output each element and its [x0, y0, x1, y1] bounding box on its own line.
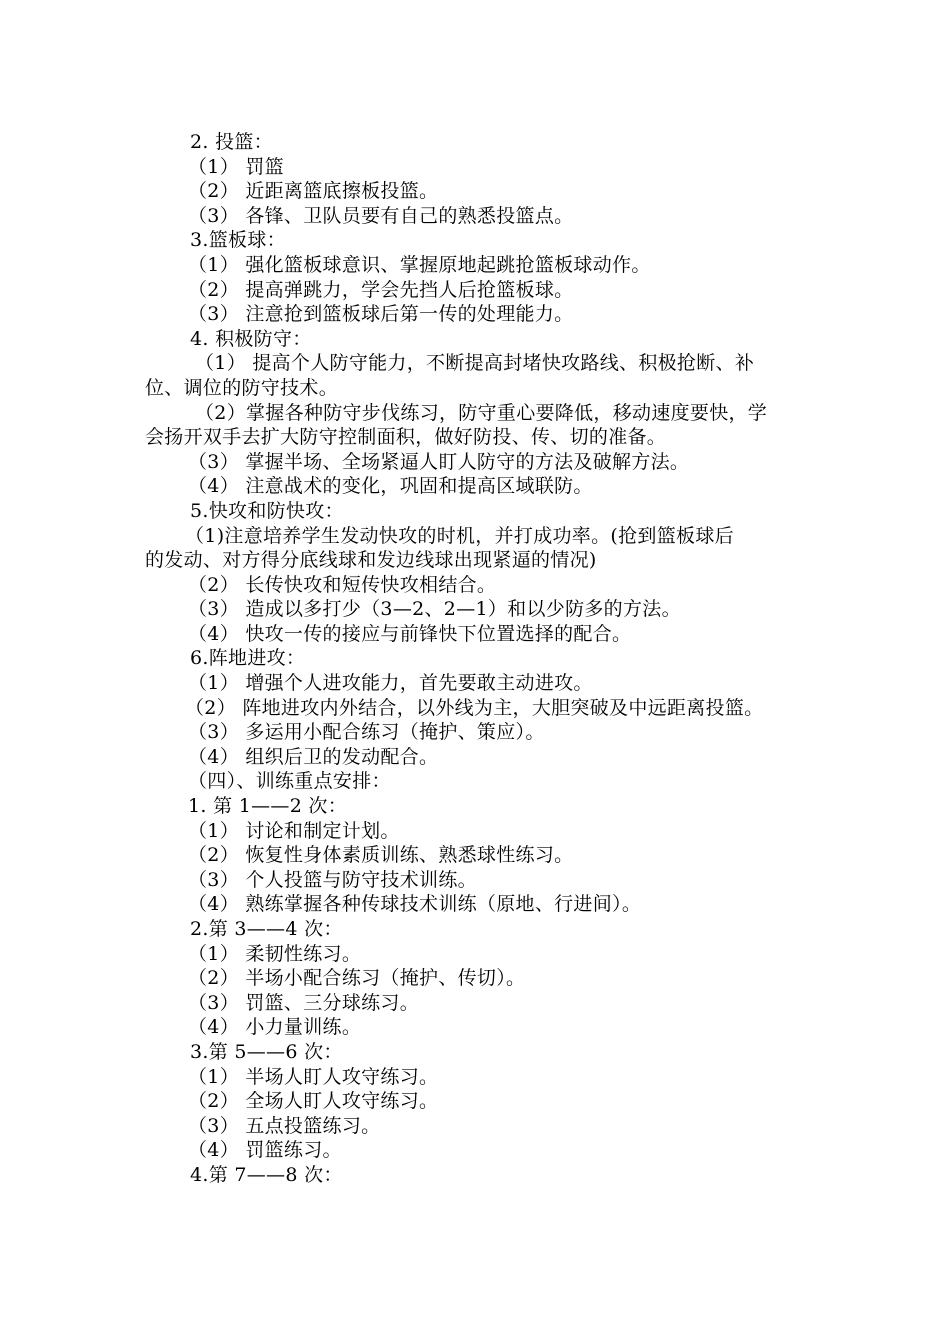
list-item: （4） 组织后卫的发动配合。 [188, 745, 439, 768]
list-item: （3） 多运用小配合练习（掩护、策应）。 [188, 721, 545, 744]
paragraph-line: 的发动、对方得分底线球和发边线球出现紧逼的情况) [145, 549, 597, 572]
list-item: （3） 各锋、卫队员要有自己的熟悉投篮点。 [188, 204, 574, 227]
paragraph-line: （1)注意培养学生发动快攻的时机，并打成功率。(抢到篮板球后 [185, 524, 734, 547]
list-item: （3） 罚篮、三分球练习。 [188, 991, 420, 1014]
paragraph-line: （2）掌握各种防守步伐练习，防守重心要降低，移动速度要快，学 [195, 401, 768, 424]
list-item: （3） 注意抢到篮板球后第一传的处理能力。 [188, 303, 574, 326]
paragraph-line: 位、调位的防守技术。 [145, 376, 339, 399]
list-item: （3） 造成以多打少（3—2、2—1）和以少防多的方法。 [188, 598, 681, 621]
list-item: （2） 近距离篮底擦板投篮。 [188, 180, 439, 203]
list-item: （4） 快攻一传的接应与前锋快下位置选择的配合。 [188, 622, 632, 645]
session-heading: 4.第 7——8 次： [190, 1163, 343, 1186]
list-item: （1） 半场人盯人攻守练习。 [188, 1065, 439, 1088]
session-heading: 3.第 5——6 次： [190, 1040, 343, 1063]
section-heading-rebound: 3.篮板球： [190, 229, 286, 252]
list-item: （3） 个人投篮与防守技术训练。 [188, 868, 477, 891]
list-item: （4） 罚篮练习。 [188, 1139, 342, 1162]
section-heading-shooting: 2. 投篮： [190, 131, 273, 153]
list-item: （3） 五点投篮练习。 [188, 1114, 381, 1137]
list-item: （1） 柔韧性练习。 [188, 942, 362, 965]
paragraph-line: （1） 提高个人防守能力，不断提高封堵快攻路线、积极抢断、补 [195, 352, 755, 375]
list-item: （2） 提高弹跳力，学会先挡人后抢篮板球。 [188, 278, 574, 301]
list-item: （2） 恢复性身体素质训练、熟悉球性练习。 [188, 844, 574, 867]
list-item: （2） 全场人盯人攻守练习。 [188, 1090, 439, 1113]
list-item: （2） 半场小配合练习（掩护、传切）。 [188, 967, 526, 990]
list-item: （1） 强化篮板球意识、掌握原地起跳抢篮板球动作。 [188, 253, 651, 276]
list-item: （4） 小力量训练。 [188, 1016, 362, 1039]
list-item: （2） 阵地进攻内外结合，以外线为主，大胆突破及中远距离投篮。 [185, 696, 764, 719]
document-body [145, 130, 815, 1188]
section-heading-defense: 4. 积极防守： [190, 327, 312, 350]
list-item: （1） 讨论和制定计划。 [188, 819, 400, 842]
paragraph-line: 会扬开双手去扩大防守控制面积，做好防投、传、切的准备。 [145, 426, 667, 449]
session-heading: 1. 第 1——2 次： [188, 795, 348, 818]
list-item: （4） 注意战术的变化，巩固和提高区域联防。 [188, 475, 593, 498]
section-heading-positional-offense: 6.阵地进攻： [190, 647, 306, 670]
list-item: （3） 掌握半场、全场紧逼人盯人防守的方法及破解方法。 [188, 450, 690, 473]
list-item: （4） 熟练掌握各种传球技术训练（原地、行进间）。 [188, 893, 642, 916]
section-heading-training-schedule: （四）、训练重点安排： [188, 770, 391, 793]
list-item: （1） 罚篮 [188, 155, 284, 178]
list-item: （1） 增强个人进攻能力，首先要敢主动进攻。 [188, 672, 593, 695]
list-item: （2） 长传快攻和短传快攻相结合。 [188, 573, 497, 596]
section-heading-fast-break: 5.快攻和防快攻： [190, 499, 344, 522]
session-heading: 2.第 3——4 次： [190, 918, 343, 940]
